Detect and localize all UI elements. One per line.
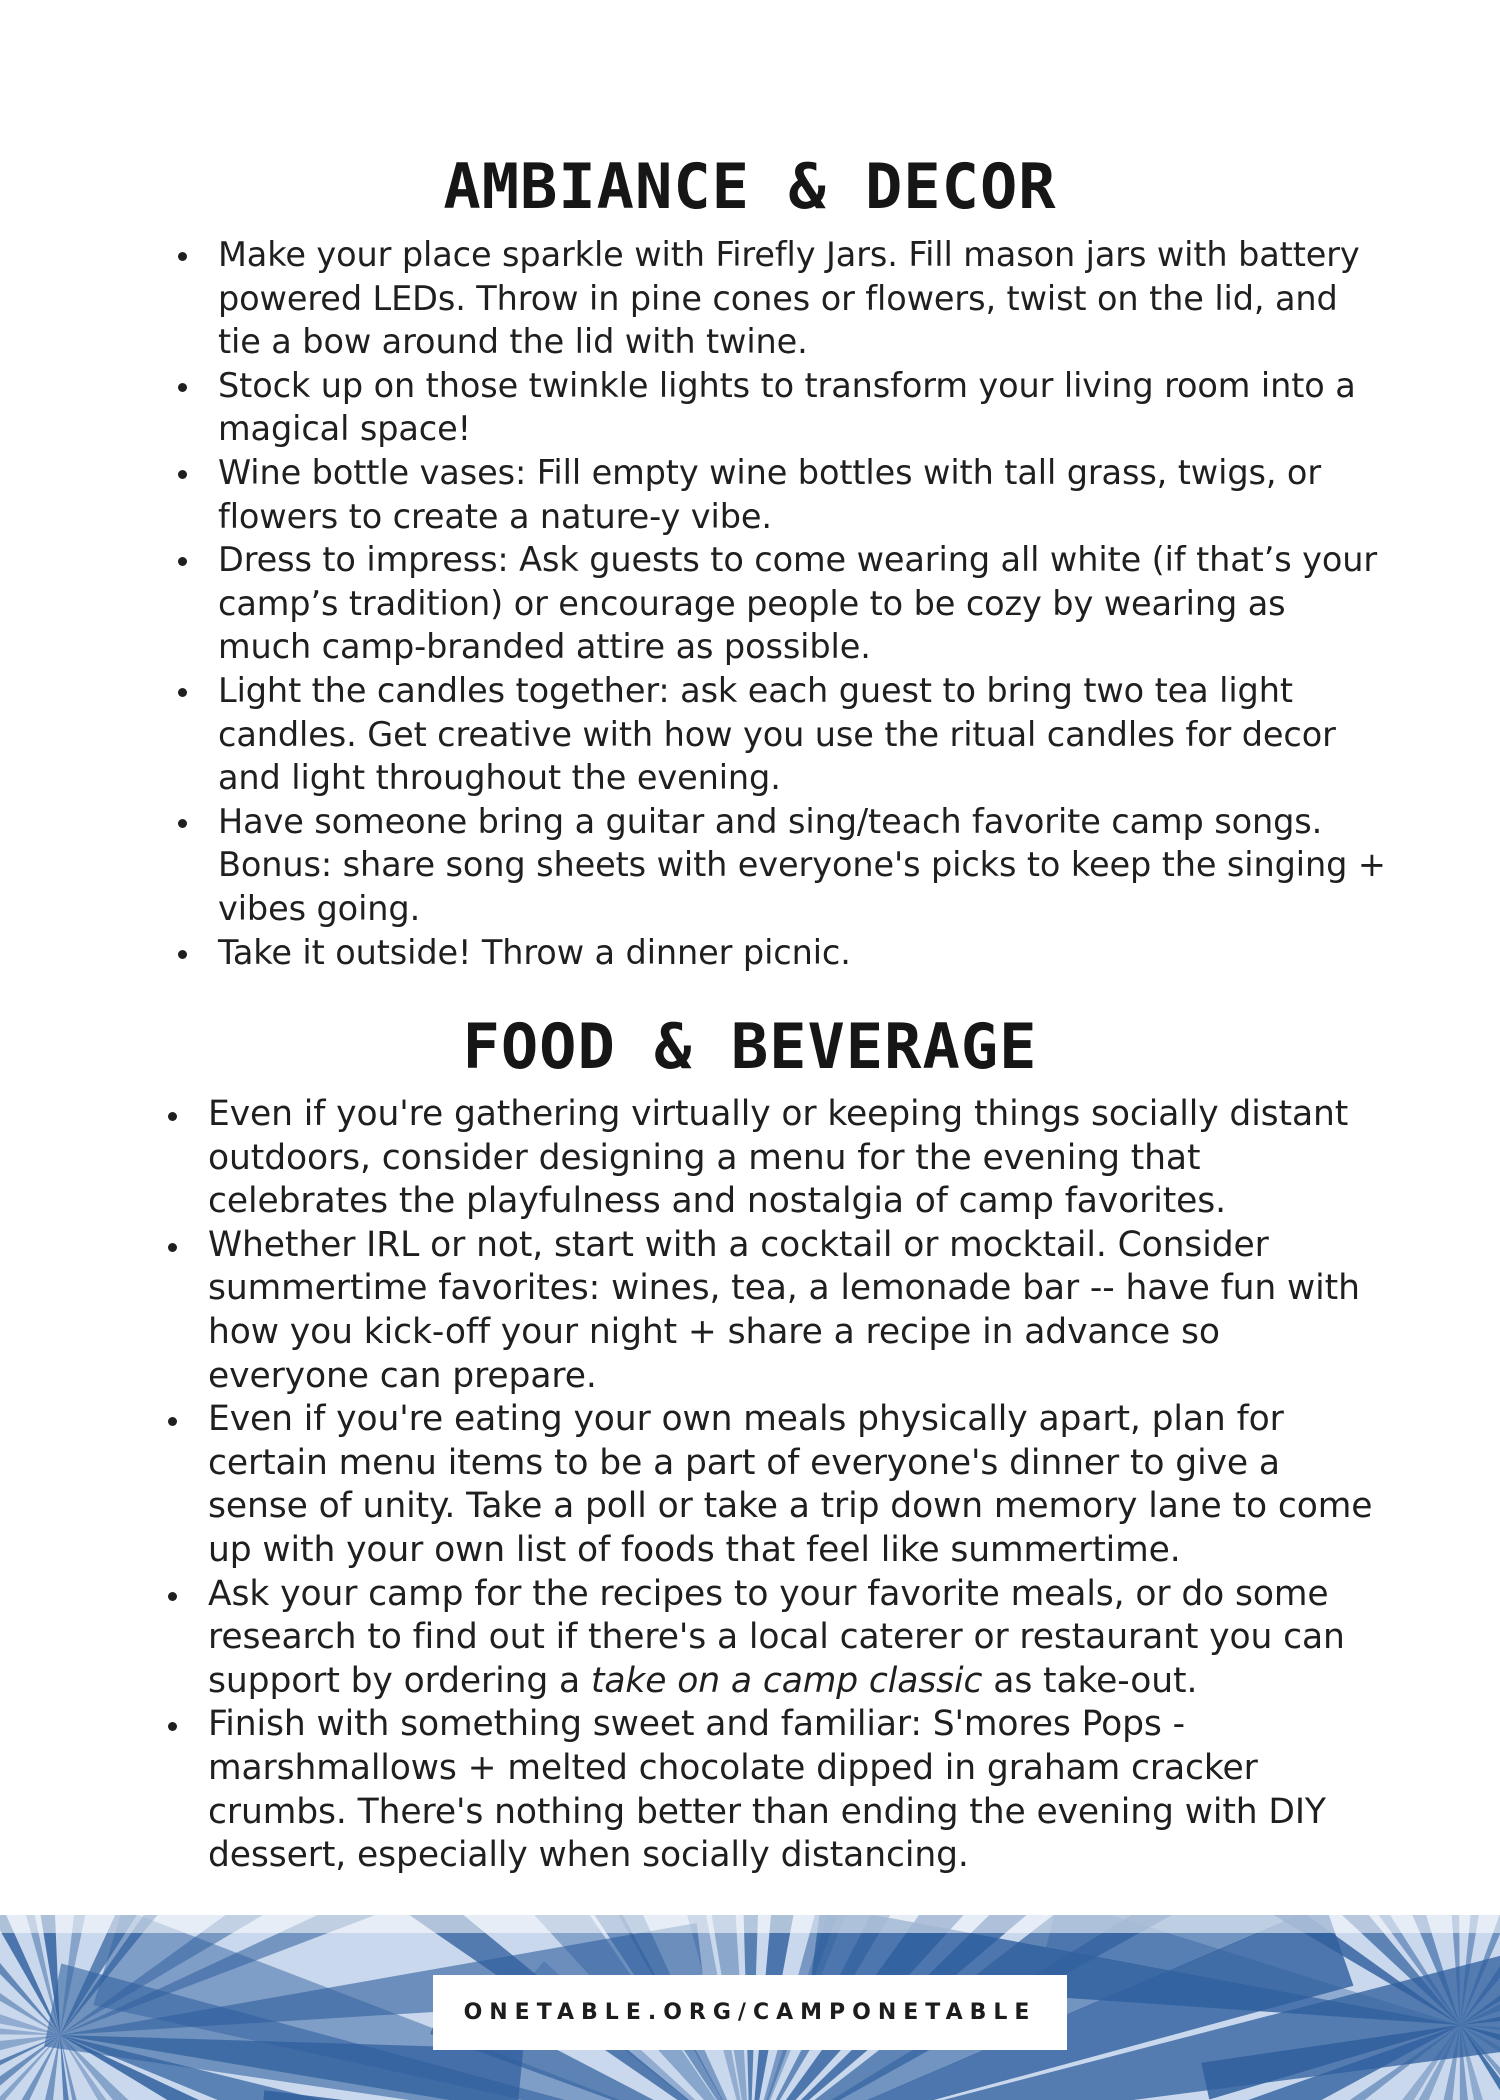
list-item: Finish with something sweet and familiar: S'mores Pops - marshmallows + melted chocolate dipped in graham cracker crumbs. There's nothing better than ending the evening with DIY dessert, especially when socially distancing. [208,1703,1388,1877]
section-heading-ambiance-decor: AMBIANCE & DECOR [443,150,1057,223]
list-item: Make your place sparkle with Firefly Jars. Fill mason jars with battery powered LEDs. Throw in pine cones or flowers, twist on the lid, and tie a bow around the lid with twine. [218,233,1388,364]
list-item [208,1573,1388,1704]
list-item: Wine bottle vases: Fill empty wine bottles with tall grass, twigs, or flowers to create a nature-y vibe. [218,451,1388,538]
list-item: Even if you're eating your own meals physically apart, plan for certain menu items to be a part of everyone's dinner to give a sense of unity. Take a poll or take a trip down memory lane to come up with your own list of foods that feel like summertime. [208,1398,1388,1572]
list-item: Take it outside! Throw a dinner picnic. [218,931,1388,975]
section-heading-food-beverage: FOOD & BEVERAGE [462,1010,1038,1083]
ambiance-decor-list [218,233,1388,974]
list-item: Dress to impress: Ask guests to come wearing all white (if that’s your camp’s tradition) or encourage people to be cozy by wearing as much camp-branded attire as possible. [218,538,1388,669]
list-item: Stock up on those twinkle lights to transform your living room into a magical space! [218,364,1388,451]
list-item: Whether IRL or not, start with a cocktail or mocktail. Consider summertime favorites: wines, tea, a lemonade bar -- have fun with how you kick-off your night + share a recipe in advance so everyone can prepare. [208,1224,1388,1398]
food-beverage-list [208,1093,1388,1878]
list-item: Light the candles together: ask each guest to bring two tea light candles. Get creative with how you use the ritual candles for decor and light throughout the evening. [218,669,1388,800]
list-item: Have someone bring a guitar and sing/teach favorite camp songs. Bonus: share song sheets with everyone's picks to keep the singing + vibes going. [218,800,1388,931]
item-emphasis: take on a camp classic [590,1660,983,1701]
footer-url-box [433,1975,1067,2050]
list-item: Even if you're gathering virtually or keeping things socially distant outdoors, consider designing a menu for the evening that celebrates the playfulness and nostalgia of camp favorites. [208,1093,1388,1224]
item-text: as take-out. [982,1660,1198,1701]
footer-url-link[interactable]: ONETABLE.ORG/CAMPONETABLE [463,2000,1037,2025]
item-text: Ask your camp for the recipes to your favorite meals, or do some research to find out if there's a local caterer or restaurant you can support by ordering a [208,1573,1345,1701]
